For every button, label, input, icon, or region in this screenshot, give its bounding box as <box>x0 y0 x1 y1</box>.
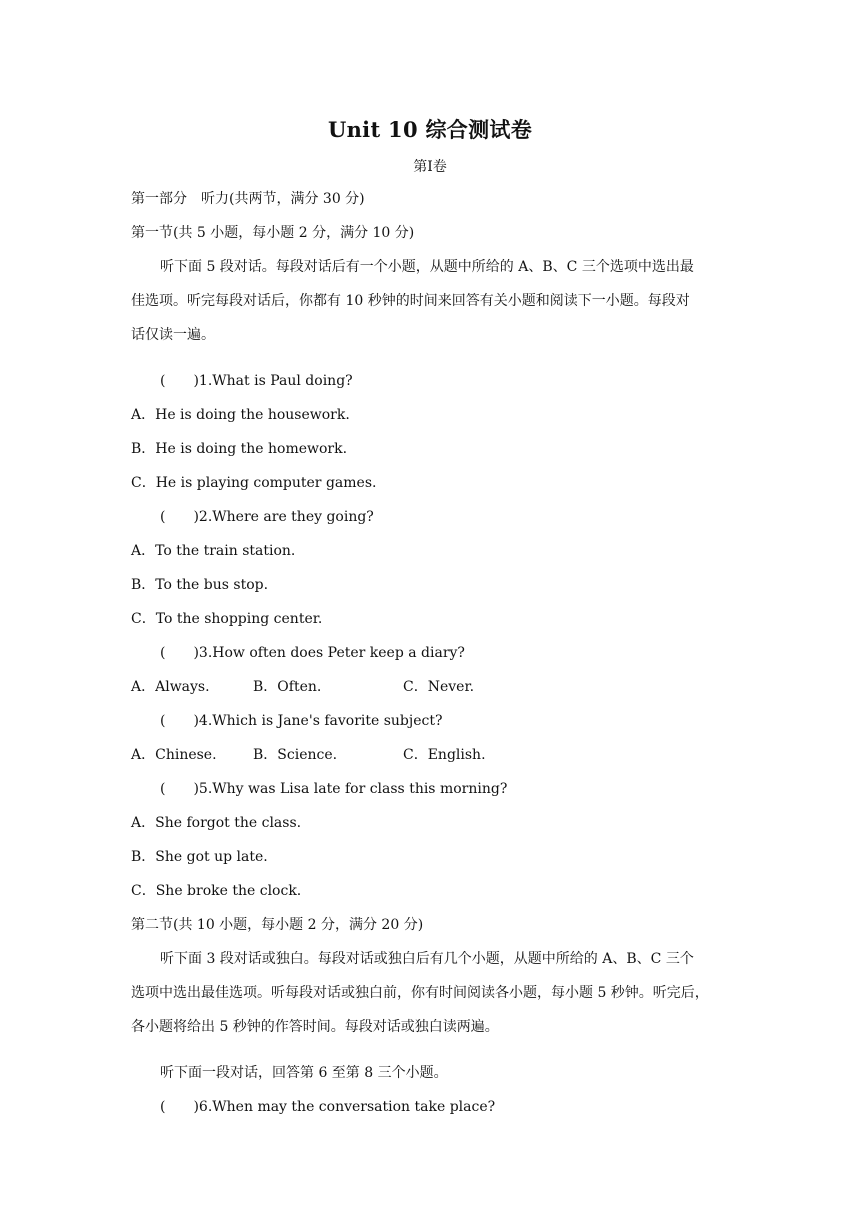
question-2-option-b: B．To the bus stop. <box>131 577 269 593</box>
document-body <box>131 188 731 1130</box>
question-5-option-b: B．She got up late. <box>131 849 268 865</box>
question-1-option-c: C．He is playing computer games. <box>131 475 377 491</box>
instruction-line: 各小题将给出 5 秒钟的作答时间。每段对话或独白读两遍。 <box>131 1019 499 1035</box>
instruction-line: 听下面 3 段对话或独白。每段对话或独白后有几个小题，从题中所给的 A、B、C 三个 <box>160 951 694 967</box>
question-3-option-c: C．Never. <box>403 679 475 695</box>
question-4-options <box>131 744 731 778</box>
page-title: Unit 10 综合测试卷 <box>327 117 532 142</box>
question-1-option-a: A．He is doing the housework. <box>131 407 350 423</box>
section1-instructions <box>131 256 731 358</box>
question-2-option-a: A．To the train station. <box>131 543 296 559</box>
instruction-line: 佳选项。听完每段对话后，你都有 10 秒钟的时间来回答有关小题和阅读下一小题。每段对 <box>131 293 690 309</box>
question-3-options <box>131 676 731 710</box>
question-4-option-a: A．Chinese. <box>131 747 217 763</box>
instruction-line: 选项中选出最佳选项。听每段对话或独白前，你有时间阅读各小题，每小题 5 秒钟。听完后， <box>131 985 709 1001</box>
question-1-stem: ( )1.What is Paul doing? <box>160 373 353 389</box>
question-3-option-a: A．Always. <box>131 679 210 695</box>
dialog-intro: 听下面一段对话，回答第 6 至第 8 三个小题。 <box>160 1065 448 1081</box>
question-5-option-a: A．She forgot the class. <box>131 815 302 831</box>
part1-heading: 第一部分 听力(共两节，满分 30 分) <box>131 191 365 207</box>
question-2-option-c: C．To the shopping center. <box>131 611 323 627</box>
question-5-stem: ( )5.Why was Lisa late for class this morning? <box>160 781 508 797</box>
instruction-line: 听下面 5 段对话。每段对话后有一个小题，从题中所给的 A、B、C 三个选项中选出最 <box>160 259 694 275</box>
question-4-option-b: B．Science. <box>253 747 338 763</box>
question-5-option-c: C．She broke the clock. <box>131 883 302 899</box>
section2-heading: 第二节(共 10 小题，每小题 2 分，满分 20 分) <box>131 917 424 933</box>
question-2-stem: ( )2.Where are they going? <box>160 509 374 525</box>
question-4-stem: ( )4.Which is Jane's favorite subject? <box>160 713 443 729</box>
section2-instructions <box>131 948 731 1050</box>
question-3-stem: ( )3.How often does Peter keep a diary? <box>160 645 465 661</box>
section1-heading: 第一节(共 5 小题，每小题 2 分，满分 10 分) <box>131 225 415 241</box>
instruction-line: 话仅读一遍。 <box>131 327 215 343</box>
question-3-option-b: B．Often. <box>253 679 322 695</box>
question-4-option-c: C．English. <box>403 747 486 763</box>
question-6-stem: ( )6.When may the conversation take place? <box>160 1099 496 1115</box>
question-1-option-b: B．He is doing the homework. <box>131 441 348 457</box>
page-subtitle: 第Ⅰ卷 <box>413 159 447 175</box>
